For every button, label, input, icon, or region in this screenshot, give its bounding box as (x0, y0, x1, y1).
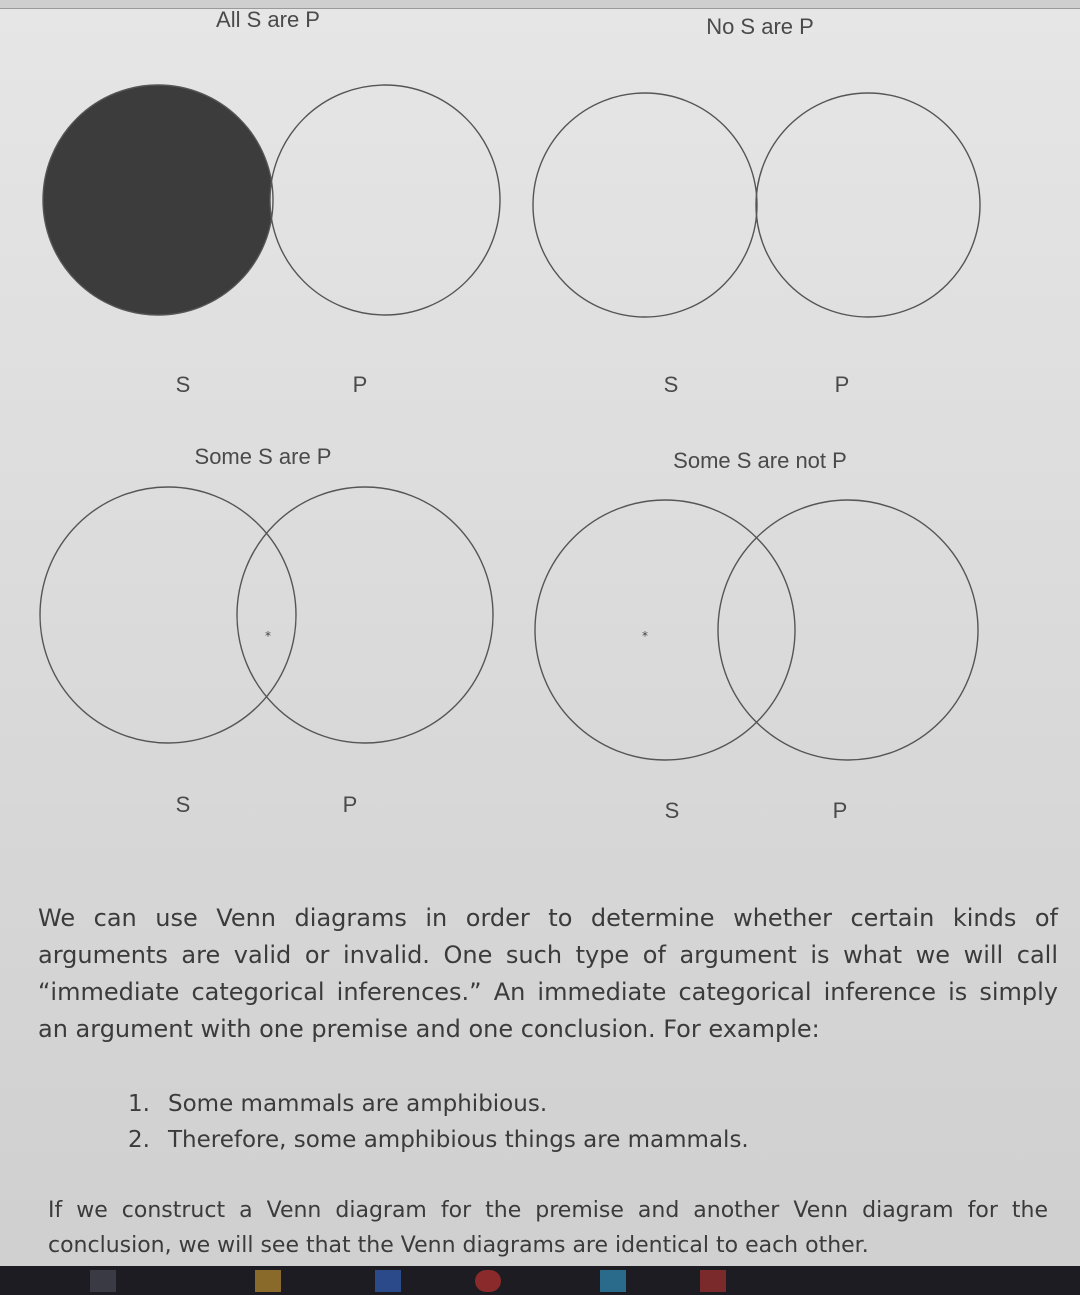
shaded-overlap-region (756, 93, 980, 317)
existence-mark: * (642, 629, 648, 643)
p-label: P (832, 798, 848, 823)
list-item (128, 1086, 1008, 1122)
diagram-title: All S are P (216, 7, 320, 32)
closing-paragraph: If we construct a Venn diagram for the premise and another Venn diagram for the conclusion, we will see that the Venn diagrams are identical to each other. (48, 1198, 1048, 1258)
taskbar-app-icon[interactable] (375, 1270, 401, 1292)
s-label: S (175, 792, 191, 817)
s-label: S (175, 372, 191, 397)
existence-mark: * (265, 629, 271, 643)
p-label: P (342, 792, 358, 817)
s-label: S (664, 798, 680, 823)
s-label: S (663, 372, 679, 397)
list-number: 1. (128, 1091, 150, 1117)
folder-icon[interactable] (255, 1270, 281, 1292)
list-number: 2. (128, 1127, 150, 1153)
venn-no-s-are-p (533, 14, 980, 397)
intro-paragraph: We can use Venn diagrams in order to determine whether certain kinds of arguments are valid or invalid. One such type of argument is what we will call “immediate categorical inferences.” An immediate categorical inference is simply an argument with one premise and one conclusion. For example: (38, 904, 1058, 1043)
diagram-title: No S are P (706, 14, 814, 39)
shaded-s-only-region (43, 85, 273, 315)
p-circle (756, 93, 980, 317)
p-circle (270, 85, 500, 315)
s-circle (533, 93, 757, 317)
venn-all-s-are-p (43, 7, 500, 397)
taskbar-app-icon[interactable] (700, 1270, 726, 1292)
diagram-title: Some S are not P (673, 448, 847, 473)
venn-some-s-are-p (40, 444, 493, 817)
taskbar (0, 1266, 1080, 1295)
s-circle (40, 487, 296, 743)
taskbar-app-icon[interactable] (90, 1270, 116, 1292)
diagram-title: Some S are P (194, 444, 332, 469)
browser-icon[interactable] (475, 1270, 501, 1292)
store-icon[interactable] (600, 1270, 626, 1292)
conclusion-text: Therefore, some amphibious things are mammals. (168, 1127, 749, 1153)
p-circle (237, 487, 493, 743)
p-label: P (352, 372, 368, 397)
p-label: P (834, 372, 850, 397)
premise-text: Some mammals are amphibious. (168, 1091, 548, 1117)
venn-some-s-are-not-p (535, 448, 978, 823)
list-item (128, 1122, 1008, 1158)
example-argument-list (128, 1086, 1008, 1158)
